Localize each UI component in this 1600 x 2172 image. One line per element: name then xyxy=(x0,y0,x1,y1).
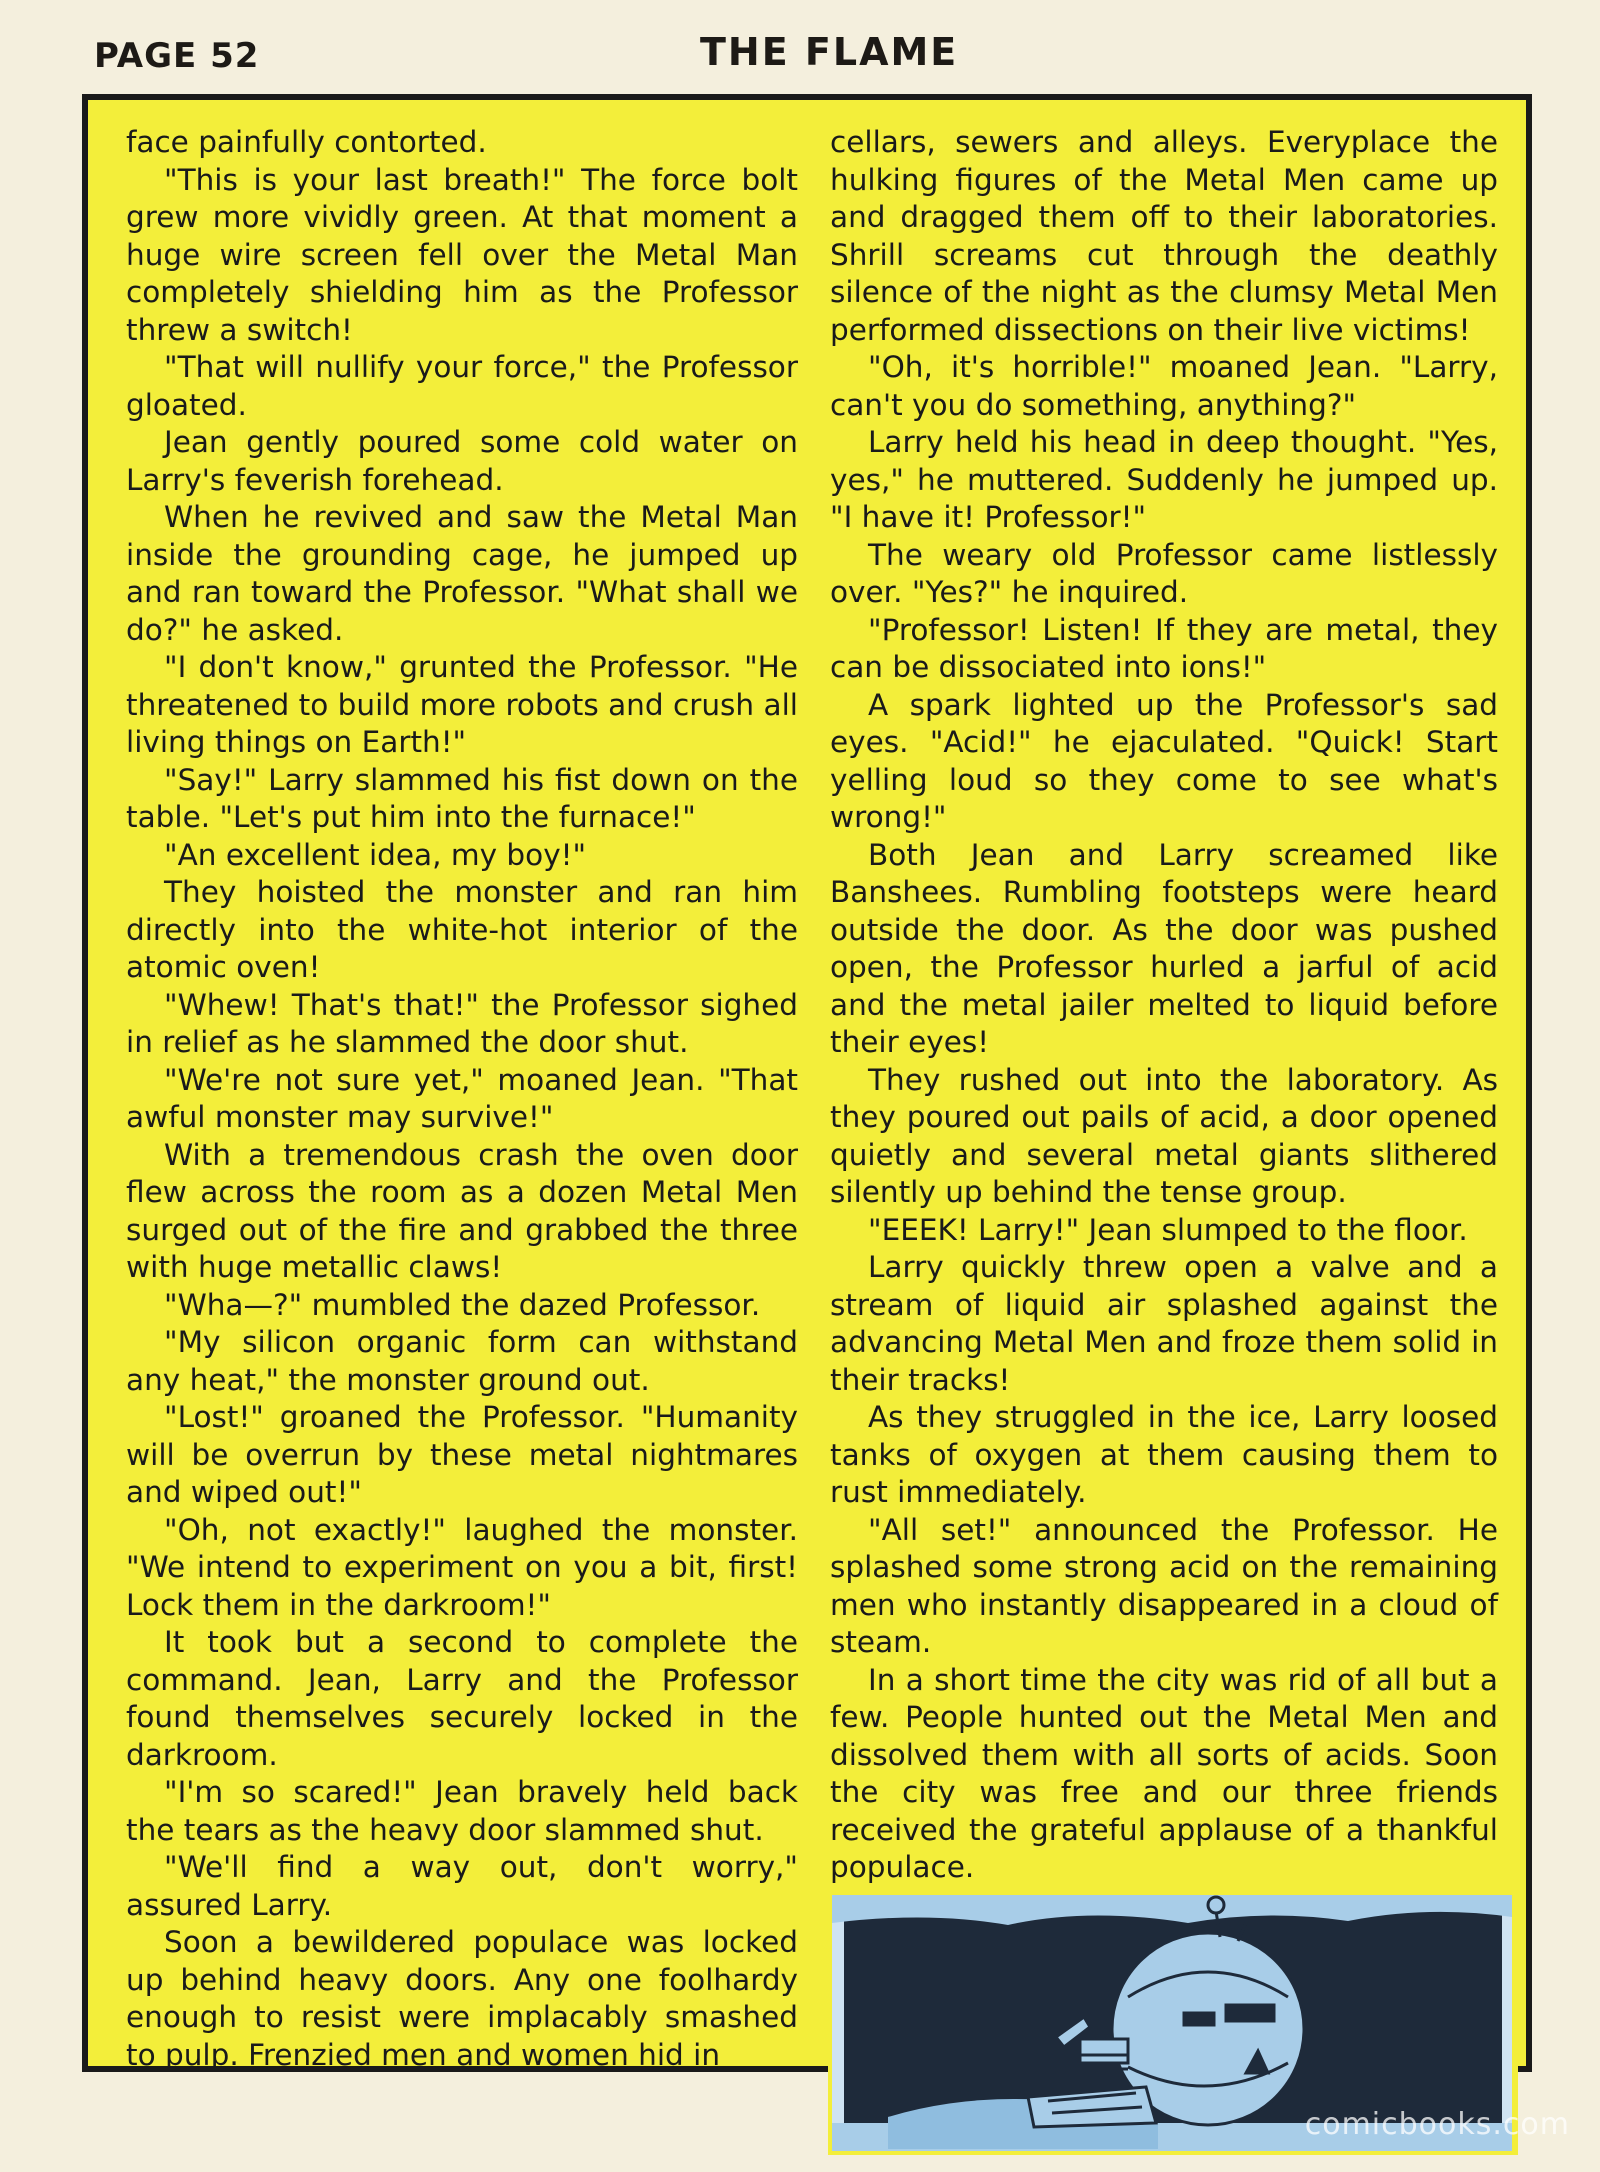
paragraph: Both Jean and Larry screamed like Banshees. Rumbling footsteps were heard outside the door. As the door was pushed open, the Professor hurled a jarful of acid and the metal jailer melted to liquid before their eyes! xyxy=(830,837,1498,1059)
page-number: PAGE 52 xyxy=(94,36,260,76)
paragraph: Jean gently poured some cold water on Larry's feverish forehead. xyxy=(126,425,798,497)
paragraph: "An excellent idea, my boy!" xyxy=(164,837,587,872)
paragraph: "I don't know," grunted the Professor. "He threatened to build more robots and crush all living things on Earth!" xyxy=(126,650,798,759)
paragraph: In a short time the city was rid of all but a few. People hunted out the Metal Men and dissolved them with all sorts of acids. Soon the city was free and our three friends received the grateful applause of a thankful populace. xyxy=(830,1662,1498,1884)
text-story-panel xyxy=(82,94,1532,2072)
paragraph: "That will nullify your force," the Professor gloated. xyxy=(126,350,798,422)
paragraph: "Whew! That's that!" the Professor sighed in relief as he slammed the door shut. xyxy=(126,987,798,1059)
page-header xyxy=(0,0,1600,86)
paragraph: "EEEK! Larry!" Jean slumped to the floor. xyxy=(868,1212,1468,1247)
paragraph: "My silicon organic form can withstand any heat," the monster ground out. xyxy=(126,1325,798,1397)
paragraph: With a tremendous crash the oven door flew across the room as a dozen Metal Men surged out of the fire and grabbed the three with huge metallic claws! xyxy=(126,1137,798,1284)
paragraph: "I'm so scared!" Jean bravely held back the tears as the heavy door slammed shut. xyxy=(126,1775,798,1847)
paragraph: The weary old Professor came listlessly over. "Yes?" he inquired. xyxy=(830,537,1498,609)
paragraph: "We'll find a way out, don't worry," assured Larry. xyxy=(126,1850,798,1922)
paragraph: "This is your last breath!" The force bolt grew more vividly green. At that moment a huge wire screen fell over the Metal Man completely shielding him as the Professor threw a switch! xyxy=(126,162,798,347)
left-column xyxy=(126,124,798,2074)
paragraph: It took but a second to complete the command. Jean, Larry and the Professor found themselves securely locked in the darkroom. xyxy=(126,1625,798,1772)
paragraph: A spark lighted up the Professor's sad eyes. "Acid!" he ejaculated. "Quick! Start yelling loud so they come to see what's wrong!" xyxy=(830,687,1498,834)
paragraph: When he revived and saw the Metal Man inside the grounding cage, he jumped up and ran toward the Professor. "What shall we do?" he asked. xyxy=(126,500,798,647)
paragraph: "All set!" announced the Professor. He splashed some strong acid on the remaining men who instantly disappeared in a cloud of steam. xyxy=(830,1512,1498,1659)
paragraph: "Lost!" groaned the Professor. "Humanity will be overrun by these metal nightmares and wiped out!" xyxy=(126,1400,798,1509)
paragraph: Larry held his head in deep thought. "Yes, yes," he muttered. Suddenly he jumped up. "I have it! Professor!" xyxy=(830,425,1498,534)
paragraph: "Professor! Listen! If they are metal, they can be dissociated into ions!" xyxy=(830,612,1498,684)
paragraph: They rushed out into the laboratory. As they poured out pails of acid, a door opened quietly and several metal giants slithered silently up behind the tense group. xyxy=(830,1062,1498,1209)
paragraph: "Wha—?" mumbled the dazed Professor. xyxy=(164,1287,761,1322)
paragraph: "Say!" Larry slammed his fist down on the table. "Let's put him into the furnace!" xyxy=(126,762,798,834)
paragraph: "Oh, it's horrible!" moaned Jean. "Larry, can't you do something, anything?" xyxy=(830,350,1498,422)
right-column xyxy=(830,124,1498,1887)
paragraph: Soon a bewildered populace was locked up behind heavy doors. Any one foolhardy enough to resist were implacably smashed to pulp. Frenzied men and women hid in xyxy=(126,1925,798,2072)
paragraph: They hoisted the monster and ran him directly into the white-hot interior of the atomic oven! xyxy=(126,875,798,984)
paragraph: cellars, sewers and alleys. Everyplace the hulking figures of the Metal Men came up and dragged them off to their laboratories. Shrill screams cut through the deathly silence of the night as the clumsy Metal Men performed dissections on their live victims! xyxy=(830,125,1498,347)
paragraph: Larry quickly threw open a valve and a stream of liquid air splashed against the advancing Metal Men and froze them solid in their tracks! xyxy=(830,1250,1498,1397)
paragraph: face painfully contorted. xyxy=(126,125,487,159)
paragraph: As they struggled in the ice, Larry loosed tanks of oxygen at them causing them to rust immediately. xyxy=(830,1400,1498,1509)
magazine-title: THE FLAME xyxy=(700,30,959,74)
site-watermark: comicbooks.com xyxy=(1304,2107,1570,2142)
paragraph: "We're not sure yet," moaned Jean. "That awful monster may survive!" xyxy=(126,1062,798,1134)
paragraph: "Oh, not exactly!" laughed the monster. "We intend to experiment on you a bit, first! Lock them in the darkroom!" xyxy=(126,1512,798,1622)
